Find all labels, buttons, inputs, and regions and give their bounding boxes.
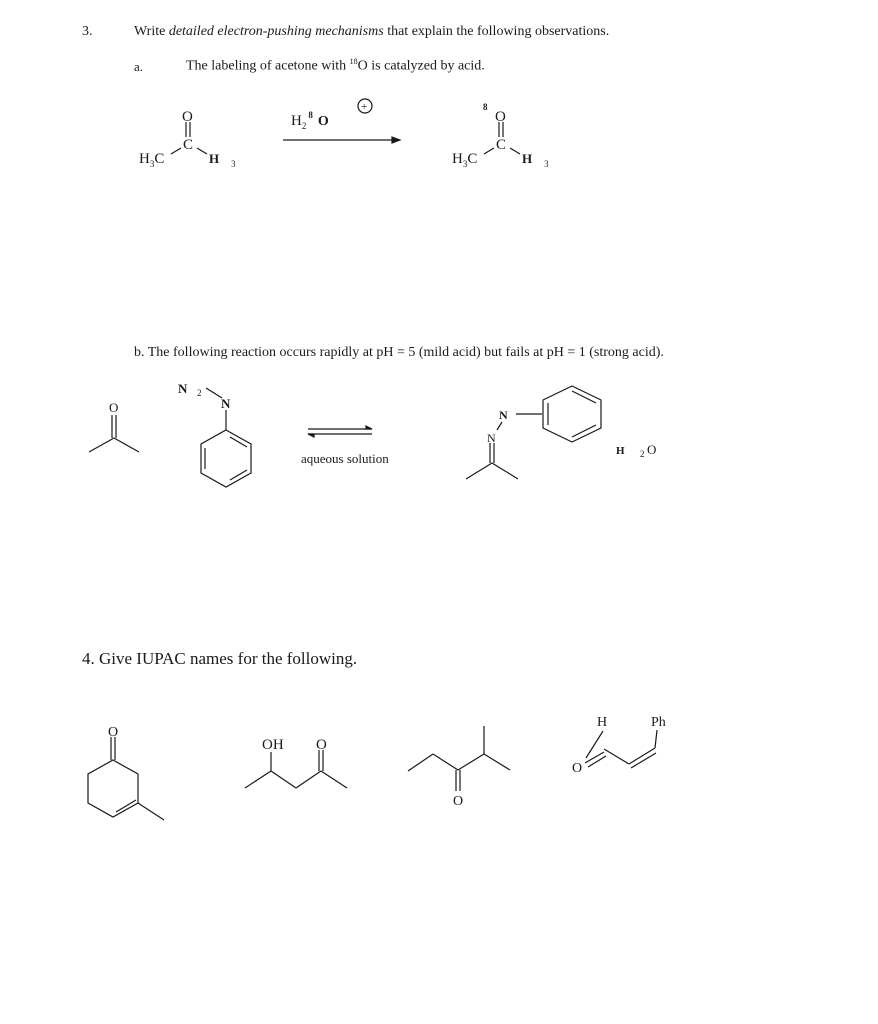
water-o-label: O [647, 442, 657, 457]
question-4-text: 4. Give IUPAC names for the following. [82, 649, 358, 668]
molecule-1-bonds [88, 737, 164, 820]
molecule-2-bonds [245, 750, 347, 788]
hydrazine-subscript: 2 [197, 388, 202, 398]
reagent-label: $H_2^8$ O [291, 110, 329, 131]
molecule-2-o-label: O [316, 737, 327, 753]
part-a-label: a. [134, 59, 144, 74]
molecule-1-o-label: O [108, 725, 119, 740]
question-3-emphasis: detailed electron-pushing mechanisms [168, 24, 384, 39]
positive-charge-sign: + [361, 101, 368, 113]
reactant-h3c-label: $H_3C$ [139, 151, 165, 169]
part-a-text-before: The labeling of acetone with [186, 58, 350, 74]
hydrazine-n2-label: N [221, 396, 231, 411]
product-o-label: O [495, 109, 506, 125]
acetone-o-label: O [109, 400, 119, 415]
water-subscript: 2 [640, 449, 645, 459]
hydrazine-n1-label: N [178, 381, 188, 396]
acetone-skeletal-bonds [89, 415, 139, 452]
hydrazone-n1-label: N [499, 408, 508, 422]
molecule-2-oh-label: OH [262, 737, 284, 753]
condition-label: aqueous solution [301, 451, 389, 466]
question-3-text-after: that explain the following observations. [383, 24, 610, 39]
molecule-4-o-label: O [572, 761, 583, 776]
product-c-label: C [496, 137, 507, 153]
molecule-3-o-label: O [453, 794, 464, 809]
water-h-label: H [616, 445, 625, 457]
hydrazone-n2-label: N [487, 431, 496, 445]
molecule-4-bonds [585, 730, 657, 768]
molecule-3-bonds [408, 726, 510, 791]
molecule-4-ph-label: Ph [651, 715, 666, 730]
question-3-number: 3. [82, 24, 93, 39]
reactant-c-label: C [183, 137, 194, 153]
equilibrium-arrows [308, 426, 372, 437]
reaction-arrow-a [283, 137, 400, 143]
product-h3c-label: $H_3C$ [452, 151, 478, 169]
part-b-text: b. The following reaction occurs rapidly at pH = 5 (mild acid) but fails at pH = 1 (strong acid). [134, 345, 664, 360]
reactant-ch3-label: H $_3$ [209, 151, 236, 169]
product-ch3-label: H $_3$ [522, 151, 549, 169]
reactant-o-label: O [182, 109, 193, 125]
isotope-superscript: 18 [349, 57, 358, 66]
question-3-text-before: Write [134, 24, 169, 39]
product-isotope-label: 8 [483, 102, 488, 112]
molecule-4-h-label: H [597, 715, 608, 730]
part-a-text-after: O is catalyzed by acid. [357, 58, 485, 74]
